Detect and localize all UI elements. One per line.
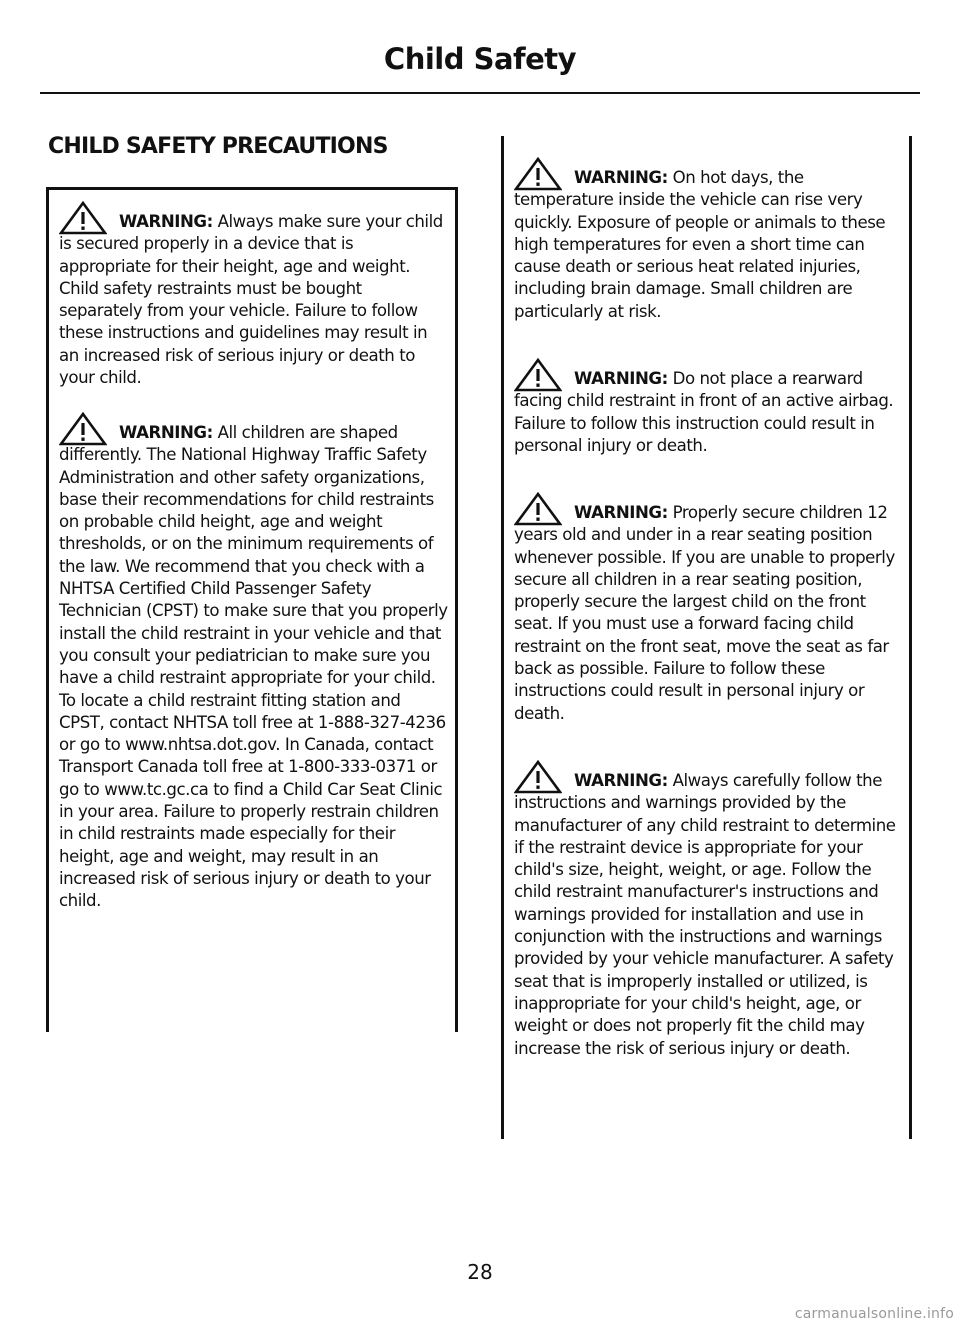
warning-body: All children are shaped differently. The National Highway Traffic Safety Administration and other safety organizations, base their recommendations for child restraints on probable child height, age and weight thresholds, or on the minimum requirements of the law. We recommend that you check with a NHTSA Certified Child Passenger Safety Technician (CPST) to make sure that you properly install the child restraint in your vehicle and that you consult your pediatrician to make sure you have a child restraint appropriate for your child. To locate a child restraint fitting station and CPST, contact NHTSA toll free at 1-888-327-4236 or go to www.nhtsa.dot.gov. In Canada, contact Transport Canada toll free at 1-800-333-0371 or go to www.tc.gc.ca to find a Child Car Seat Clinic in your area. Failure to properly restrain children in child restraints made especially for their height, age and weight, may result in an increased risk of serious injury or death to your child.	[59, 423, 448, 911]
warning-text	[59, 422, 449, 913]
warning-text	[59, 211, 449, 389]
warning-label: WARNING:	[574, 771, 668, 790]
warning-triangle-icon	[514, 157, 562, 191]
page-header	[40, 0, 920, 94]
warning-body: Always carefully follow the instructions and warnings provided by the manufacturer of any child restraint to determine if the restraint device is appropriate for your child's size, height, weight, or age. Follow the child restraint manufacturer's instructions and warnings provided for installation and use in conjunction with the instructions and warnings provided by your vehicle manufacturer. A safety seat that is improperly installed or utilized, is inappropriate for your child's height, age, or weight or does not properly fit the child may increase the risk of serious injury or death.	[514, 771, 896, 1058]
warning-label: WARNING:	[574, 503, 668, 522]
right-warning-box	[501, 136, 912, 1139]
warning-text	[514, 770, 903, 1060]
warning-block	[514, 167, 903, 323]
section-heading: CHILD SAFETY PRECAUTIONS	[48, 134, 388, 159]
warning-body: Do not place a rearward facing child restraint in front of an active airbag. Failure to follow this instruction could result in personal injury or death.	[514, 369, 894, 455]
warning-triangle-icon	[514, 492, 562, 526]
warning-block	[59, 211, 449, 389]
warning-label: WARNING:	[574, 168, 668, 187]
warning-block	[514, 770, 903, 1060]
warning-label: WARNING:	[119, 212, 213, 231]
warning-triangle-icon	[59, 201, 107, 235]
warning-block	[514, 502, 903, 725]
warning-label: WARNING:	[119, 423, 213, 442]
page-title: Child Safety	[383, 42, 577, 76]
warning-block	[514, 368, 903, 457]
watermark: carmanualsonline.info	[794, 1306, 954, 1322]
warning-body: Properly secure children 12 years old and under in a rear seating position whenever possible. If you are unable to properly secure all children in a rear seating position, properly secure the largest child on the front seat. If you must use a forward facing child restraint on the front seat, move the seat as far back as possible. Failure to follow these instructions could result in personal injury or death.	[514, 503, 895, 723]
warning-text	[514, 167, 903, 323]
warning-body: Always make sure your child is secured properly in a device that is appropriate for their height, age and weight. Child safety restraints must be bought separately from your vehicle. Failure to follow these instructions and guidelines may result in an increased risk of serious injury or death to your child.	[59, 212, 443, 388]
left-warning-box	[46, 187, 458, 1032]
warning-label: WARNING:	[574, 369, 668, 388]
warning-block	[59, 422, 449, 913]
warning-text	[514, 502, 903, 725]
warning-body: On hot days, the temperature inside the vehicle can rise very quickly. Exposure of people or animals to these high temperatures for even a short time can cause death or serious heat related injuries, including brain damage. Small children are particularly at risk.	[514, 168, 886, 321]
page-number: 28	[467, 1260, 493, 1284]
warning-triangle-icon	[59, 412, 107, 446]
warning-text	[514, 368, 903, 457]
warning-triangle-icon	[514, 358, 562, 392]
warning-triangle-icon	[514, 760, 562, 794]
